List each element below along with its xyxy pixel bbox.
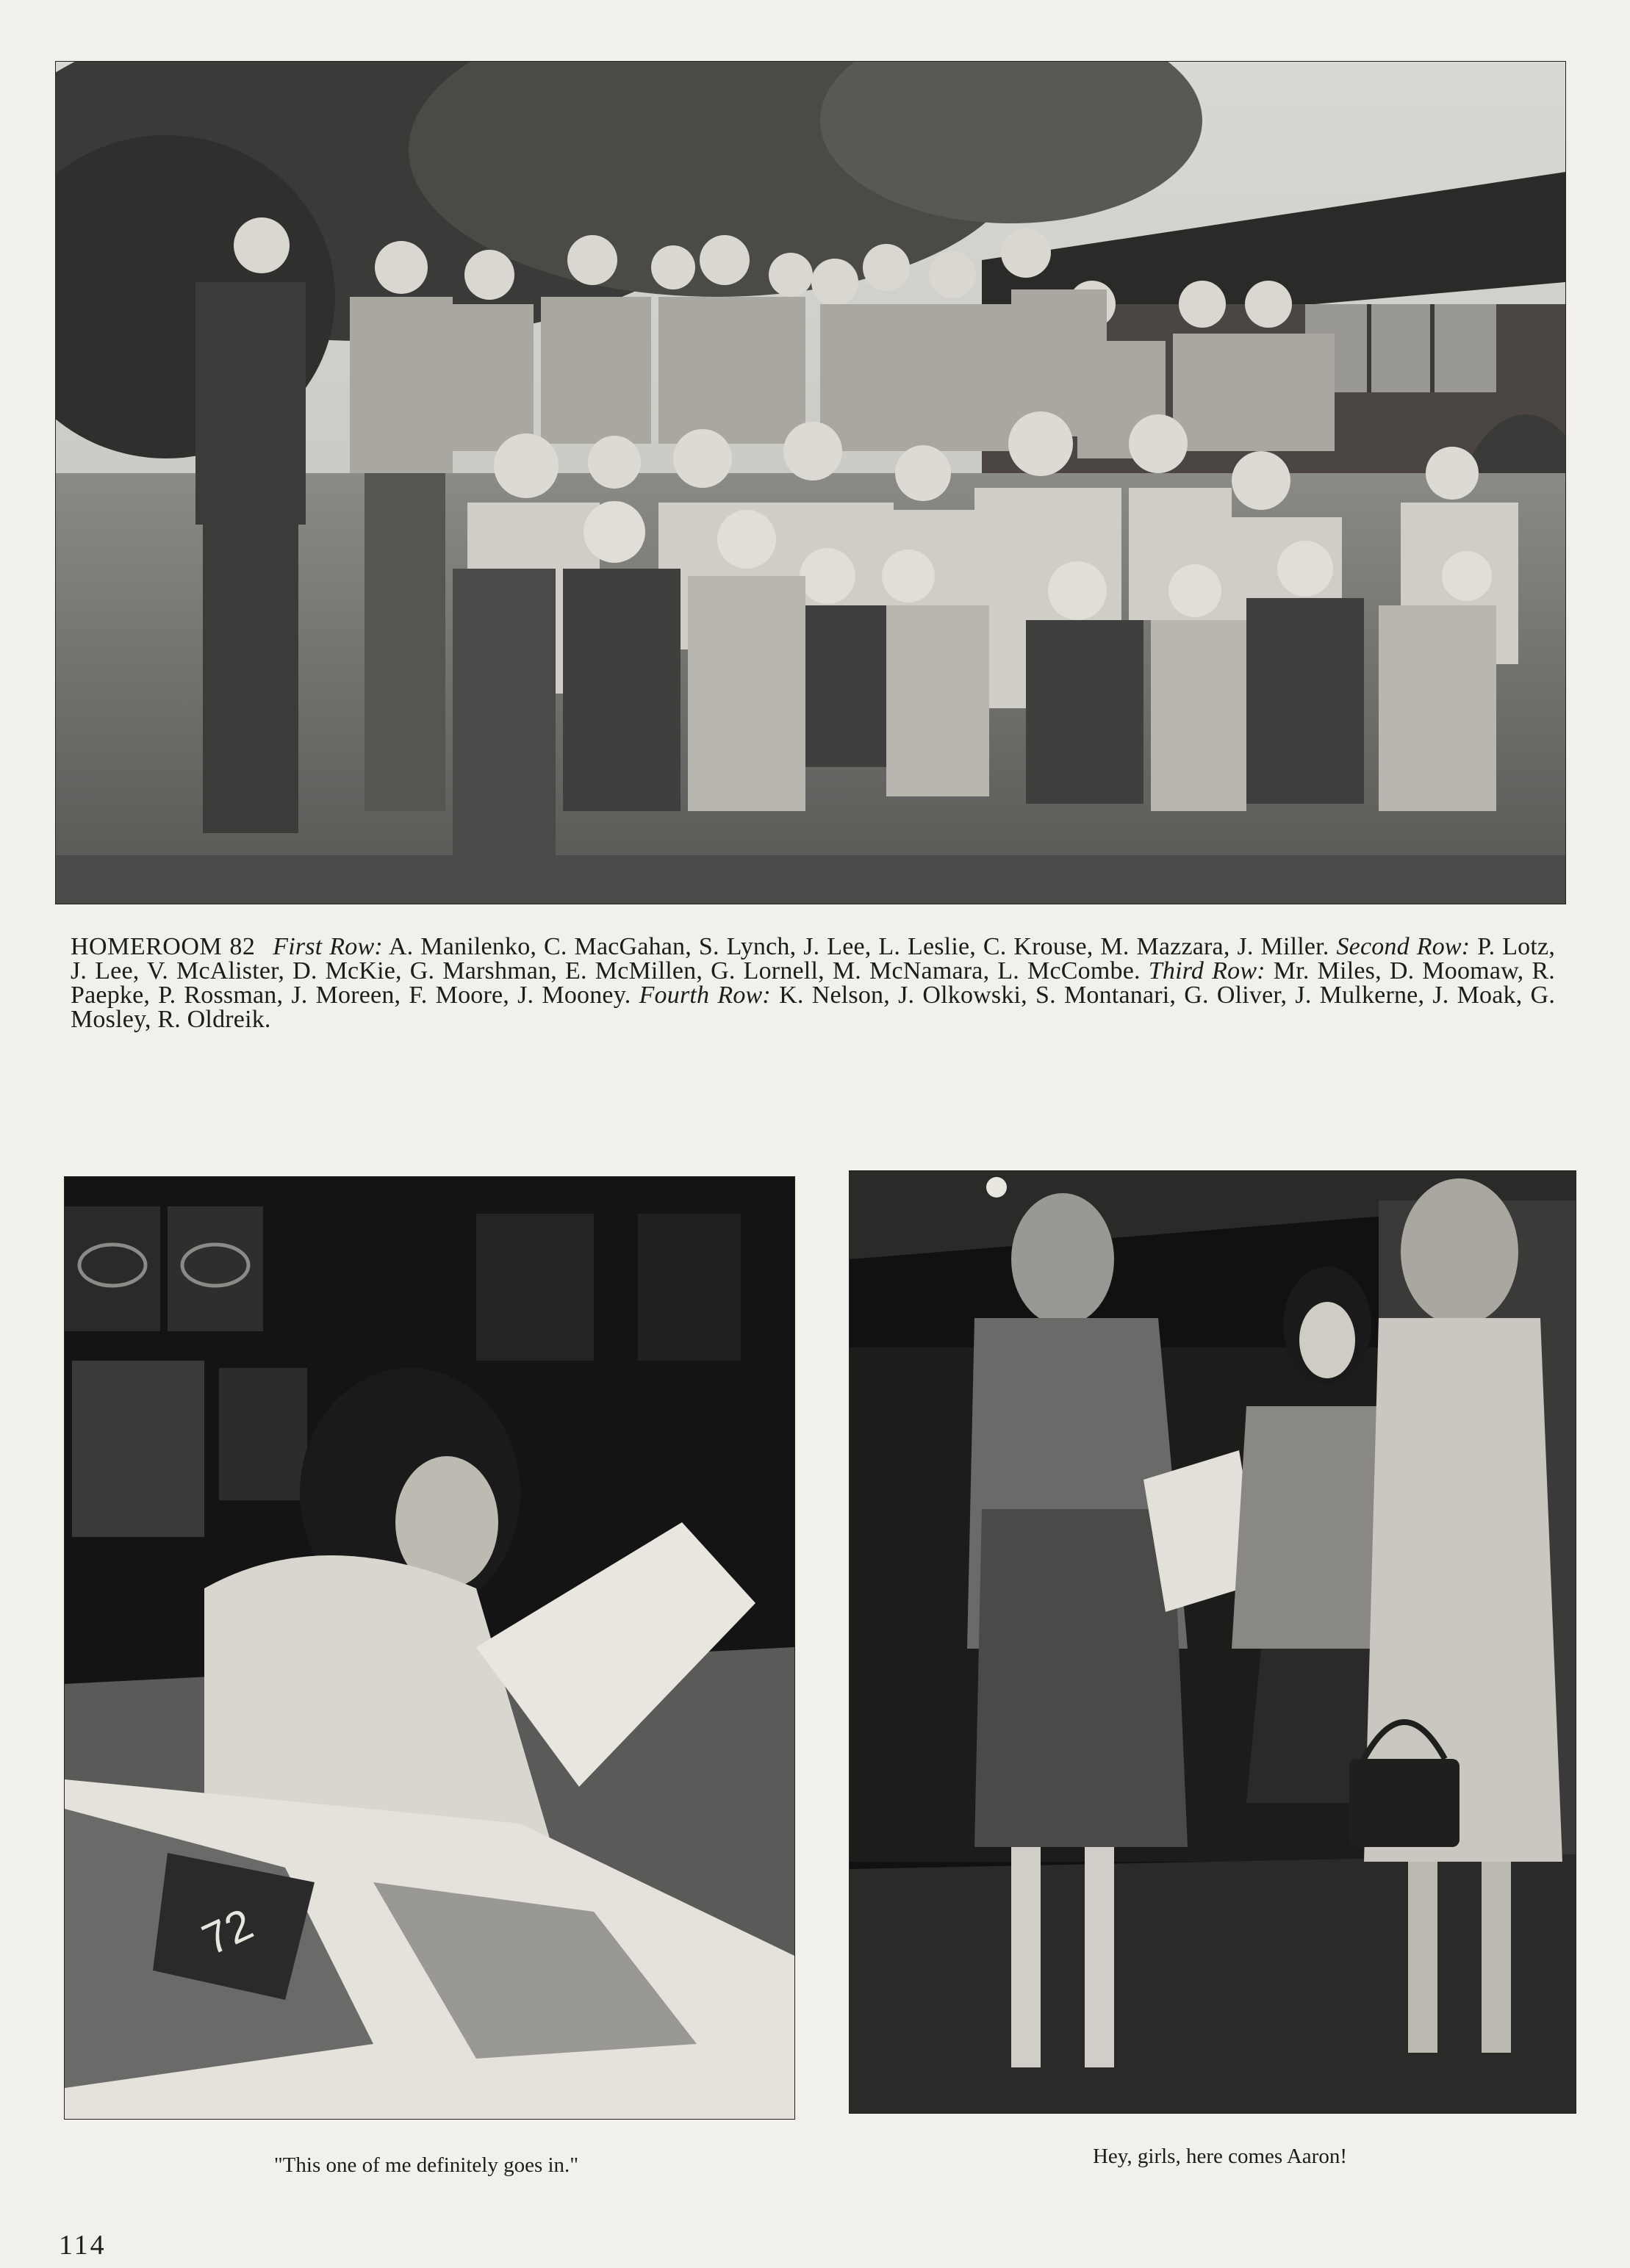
- row-heading-third: Third Row:: [1148, 957, 1265, 984]
- row-heading-first: First Row:: [273, 933, 383, 960]
- svg-text:72: 72: [195, 1898, 260, 1965]
- row-heading-fourth: Fourth Row:: [639, 982, 771, 1009]
- homeroom-caption: [71, 935, 1555, 1032]
- row-names-second: P. Lotz, J. Lee, V. McAlister, D. McKie, G. Marshman, E. McMillen, G. Lornell, M. McNamara, L. McCombe.: [71, 933, 1556, 984]
- row-names-fourth: K. Nelson, J. Olkowski, S. Montanari, G. Oliver, J. Mulkerne, J. Moak, G. Mosley, R. Oldreik.: [71, 982, 1556, 1033]
- hallway-girls-photo: [850, 1171, 1576, 2113]
- caption-left-photo: "This one of me definitely goes in.": [273, 2153, 579, 2177]
- page-number: 114: [59, 2230, 107, 2261]
- caption-right-photo: Hey, girls, here comes Aaron!: [1092, 2145, 1347, 2168]
- homeroom-label: HOMEROOM 82: [71, 933, 256, 960]
- row-names-third: Mr. Miles, D. Moomaw, R. Paepke, P. Rossman, J. Moreen, F. Moore, J. Mooney.: [71, 957, 1555, 1009]
- homeroom-group-photo: [56, 62, 1565, 904]
- row-names-first: A. Manilenko, C. MacGahan, S. Lynch, J. Lee, L. Leslie, C. Krouse, M. Mazzara, J. Miller.: [388, 933, 1329, 960]
- row-heading-second: Second Row:: [1336, 933, 1471, 960]
- cutting-photos-photo: [65, 1177, 794, 2119]
